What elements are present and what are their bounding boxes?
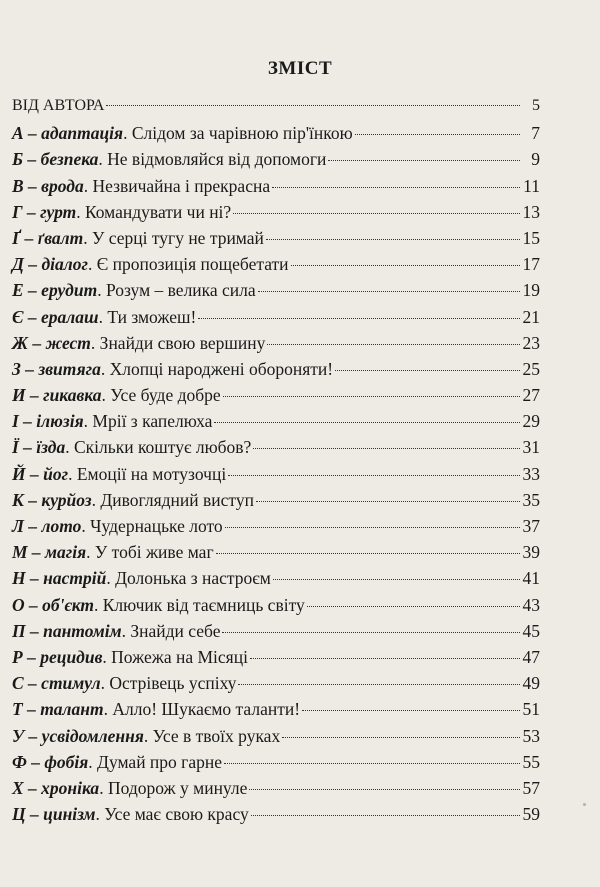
entry-title: . Є пропозиція пощебетати bbox=[87, 254, 289, 275]
page-number: 11 bbox=[523, 175, 540, 196]
dot-leader bbox=[222, 632, 520, 633]
dot-leader bbox=[225, 527, 520, 528]
dot-leader bbox=[307, 606, 520, 607]
entry-letter-word: П – пантомім bbox=[12, 620, 122, 641]
dot-leader bbox=[328, 160, 520, 161]
entry-title: . Усе в твоїх руках bbox=[143, 725, 281, 746]
toc-entry bbox=[12, 752, 540, 778]
dot-leader bbox=[223, 396, 520, 397]
toc-entry bbox=[12, 307, 540, 333]
page-number: 37 bbox=[522, 516, 540, 536]
dot-leader bbox=[228, 475, 520, 476]
toc-entry bbox=[12, 699, 540, 725]
entry-letter-word: Р – рецидив bbox=[12, 646, 103, 667]
dot-leader bbox=[249, 789, 520, 790]
entry-title: . Скільки коштує любов? bbox=[65, 437, 252, 458]
dot-leader bbox=[198, 318, 520, 319]
toc-entry bbox=[12, 595, 540, 621]
entry-title: . Емоції на мотузочці bbox=[68, 463, 227, 484]
toc-entry bbox=[12, 516, 540, 542]
entry-title: . Знайди свою вершину bbox=[90, 332, 266, 353]
table-of-contents bbox=[12, 97, 540, 830]
entry-letter-word: Й – йог bbox=[12, 463, 69, 484]
entry-letter-word: Б – безпека bbox=[12, 149, 99, 170]
entry-title: . Розум – велика сила bbox=[97, 280, 256, 301]
entry-title: . Не відмовляйся від допомоги bbox=[98, 149, 327, 170]
dot-leader bbox=[302, 710, 520, 711]
page-number: 13 bbox=[522, 201, 540, 222]
entry-letter-word: О – об'єкт bbox=[12, 594, 94, 615]
toc-entry bbox=[12, 280, 540, 306]
dot-leader bbox=[335, 370, 520, 371]
entry-title: . Усе буде добре bbox=[101, 385, 221, 406]
entry-title: . Слідом за чарівною пір'їнкою bbox=[123, 123, 353, 144]
entry-letter-word: Ґ – ґвалт bbox=[12, 227, 84, 248]
entry-letter-word: Т – талант bbox=[12, 699, 104, 720]
entry-title: . Ти зможеш! bbox=[98, 306, 197, 327]
entry-title: . Подорож у минуле bbox=[99, 777, 248, 798]
dot-leader bbox=[355, 134, 520, 135]
toc-entry bbox=[12, 568, 540, 594]
toc-entry bbox=[12, 385, 540, 411]
page-number: 27 bbox=[522, 385, 540, 406]
entry-title: . Дивоглядний виступ bbox=[91, 489, 254, 510]
dot-leader bbox=[253, 448, 520, 449]
entry-letter-word: И – гикавка bbox=[12, 385, 102, 406]
entry-letter-word: Ж – жест bbox=[12, 332, 91, 353]
toc-entry bbox=[12, 97, 540, 123]
entry-letter-word: У – усвідомлення bbox=[12, 725, 144, 746]
entry-letter-word: Ї – їзда bbox=[12, 437, 66, 458]
toc-entry bbox=[12, 359, 540, 385]
dot-leader bbox=[266, 239, 520, 240]
entry-letter-word: Г – гурт bbox=[12, 201, 77, 222]
entry-letter-word: З – звитяга bbox=[12, 358, 101, 379]
dot-leader bbox=[267, 344, 520, 345]
entry-letter-word: Н – настрій bbox=[12, 568, 107, 589]
entry-title: . Командувати чи ні? bbox=[76, 201, 232, 222]
toc-entry bbox=[12, 411, 540, 437]
entry-title: . Незвичайна і прекрасна bbox=[83, 175, 271, 196]
entry-letter-word: Є – ералаш bbox=[12, 306, 99, 327]
dot-leader bbox=[106, 105, 520, 106]
toc-entry bbox=[12, 437, 540, 463]
page-number: 49 bbox=[522, 673, 540, 694]
entry-letter-word: Д – діалог bbox=[12, 254, 88, 275]
toc-entry bbox=[12, 228, 540, 254]
page-number: 21 bbox=[522, 306, 540, 327]
toc-entry bbox=[12, 778, 540, 804]
page-number: 59 bbox=[522, 804, 540, 825]
page-number: 9 bbox=[531, 149, 540, 170]
dot-leader bbox=[258, 291, 520, 292]
page-number: 53 bbox=[522, 725, 540, 746]
page-number: 5 bbox=[532, 97, 540, 114]
toc-entry bbox=[12, 254, 540, 280]
dot-leader bbox=[224, 763, 520, 764]
page-number: 45 bbox=[522, 620, 540, 641]
entry-letter-word: Ф – фобія bbox=[12, 751, 89, 772]
toc-entry bbox=[12, 726, 540, 752]
page-number: 43 bbox=[522, 594, 540, 615]
page-number: 33 bbox=[522, 463, 540, 484]
toc-entry bbox=[12, 542, 540, 568]
dot-leader bbox=[251, 815, 520, 816]
toc-entry bbox=[12, 202, 540, 228]
toc-entry bbox=[12, 176, 540, 202]
entry-letter-word: Х – хроніка bbox=[12, 777, 100, 798]
page-number: 19 bbox=[522, 280, 540, 301]
entry-letter-word: Е – ерудит bbox=[12, 280, 98, 301]
toc-entry bbox=[12, 621, 540, 647]
toc-entry bbox=[12, 673, 540, 699]
page-number: 41 bbox=[522, 568, 540, 589]
page-number: 57 bbox=[522, 777, 540, 798]
entry-title: . Долонька з настроєм bbox=[106, 568, 271, 589]
dot-leader bbox=[233, 213, 520, 214]
toc-entry bbox=[12, 464, 540, 490]
entry-letter-word: Ц – цинізм bbox=[12, 804, 96, 825]
page-number: 39 bbox=[522, 542, 540, 563]
entry-letter-word: А – адаптація bbox=[12, 123, 124, 144]
dot-leader bbox=[250, 658, 520, 659]
dot-leader bbox=[216, 553, 520, 554]
entry-title: . У серці тугу не тримай bbox=[83, 227, 264, 248]
entry-letter-word: К – курйоз bbox=[12, 489, 92, 510]
toc-entry bbox=[12, 490, 540, 516]
page-number: 55 bbox=[522, 751, 540, 772]
entry-title: . У тобі живе маг bbox=[86, 542, 214, 563]
entry-title: ВІД АВТОРА bbox=[12, 97, 105, 114]
toc-entry bbox=[12, 123, 540, 149]
toc-entry bbox=[12, 149, 540, 175]
dot-leader bbox=[214, 422, 520, 423]
entry-title: . Чудернацьке лото bbox=[81, 516, 223, 536]
dot-leader bbox=[291, 265, 520, 266]
dot-leader bbox=[282, 737, 520, 738]
toc-entry bbox=[12, 804, 540, 830]
entry-letter-word: С – стимул bbox=[12, 673, 101, 694]
entry-title: . Мрії з капелюха bbox=[83, 411, 213, 432]
toc-entry bbox=[12, 333, 540, 359]
page-number: 17 bbox=[522, 254, 540, 275]
entry-title: . Ключик від таємниць світу bbox=[94, 594, 305, 615]
entry-title: . Острівець успіху bbox=[100, 673, 237, 694]
page-number: 15 bbox=[522, 227, 540, 248]
page-number: 51 bbox=[522, 699, 540, 720]
toc-entry bbox=[12, 647, 540, 673]
entry-title: . Хлопці народжені обороняти! bbox=[100, 358, 334, 379]
paper-speck bbox=[583, 803, 586, 806]
page-number: 47 bbox=[522, 646, 540, 667]
page-number: 25 bbox=[522, 358, 540, 379]
page-number: 23 bbox=[522, 332, 540, 353]
entry-title: . Усе має свою красу bbox=[95, 804, 249, 825]
page-number: 29 bbox=[522, 411, 540, 432]
entry-letter-word: В – врода bbox=[12, 175, 84, 196]
dot-leader bbox=[256, 501, 520, 502]
entry-letter-word: Л – лото bbox=[12, 516, 82, 536]
entry-title: . Знайди себе bbox=[121, 620, 221, 641]
dot-leader bbox=[273, 579, 520, 580]
entry-letter-word: М – магія bbox=[12, 542, 87, 563]
page-number: 35 bbox=[522, 489, 540, 510]
page-number: 7 bbox=[531, 123, 540, 144]
page-title: ЗМІСТ bbox=[267, 58, 333, 79]
dot-leader bbox=[272, 187, 520, 188]
entry-letter-word: І – ілюзія bbox=[12, 411, 84, 432]
dot-leader bbox=[238, 684, 520, 685]
entry-title: . Думай про гарне bbox=[88, 751, 223, 772]
page-number: 31 bbox=[522, 437, 540, 458]
entry-title: . Пожежа на Місяці bbox=[102, 646, 248, 667]
entry-title: . Алло! Шукаємо таланти! bbox=[103, 699, 301, 720]
